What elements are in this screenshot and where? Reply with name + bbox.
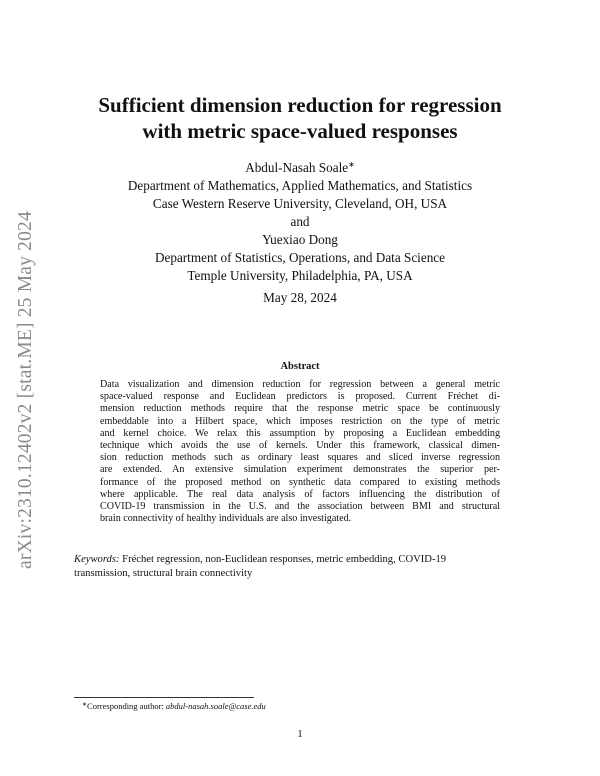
footnote-text: Corresponding author: (87, 701, 166, 711)
corresponding-author-footnote (82, 701, 266, 711)
corresponding-author-mark: ∗ (348, 160, 355, 169)
keywords-list-part-2: transmission, structural brain connectivity (74, 568, 253, 579)
abstract-line: Data visualization and dimension reduction for regression between a general metric (100, 379, 500, 390)
abstract-line: space-valued response and Euclidean predictors is proposed. Current Fréchet di- (100, 391, 500, 403)
footnote-divider (74, 697, 254, 698)
paper-title (60, 92, 540, 144)
abstract-line: sion reduction methods such as ordinary least squares and sliced inverse regression (100, 452, 500, 464)
abstract-line: mension reduction methods require that the response metric space be continuously (100, 403, 500, 415)
author-1 (60, 156, 540, 177)
arxiv-identifier-stamp (14, 200, 38, 580)
paper-date: May 28, 2024 (263, 290, 337, 305)
arxiv-identifier-text: arXiv:2310.12402v2 [stat.ME] 25 May 2024 (15, 211, 37, 569)
author-block (60, 156, 540, 285)
author-2-name: Yuexiao Dong (262, 232, 338, 247)
keywords-list-part-1: Fréchet regression, non-Euclidean responses, metric embedding, COVID-19 (122, 554, 447, 565)
abstract-line: formance of the proposed method on synthetic data compared to existing methods (100, 476, 500, 488)
abstract-line: and kernel choice. We relax this assumption by proposing a Euclidean embedding (100, 427, 500, 439)
abstract-line: are extended. An extensive simulation experiment demonstrates the superior per- (100, 464, 500, 476)
author-conjunction: and (290, 214, 310, 229)
affiliation-2-university: Temple University, Philadelphia, PA, USA (187, 268, 413, 283)
abstract-body (100, 379, 500, 525)
title-line-2: with metric space-valued responses (142, 119, 458, 143)
affiliation-2-department: Department of Statistics, Operations, and Data Science (154, 250, 446, 265)
abstract-line: where applicable. The real data analysis of factors influencing the distribution of (100, 488, 500, 500)
abstract-line: brain connectivity of healthy individuals are also investigated. (100, 513, 352, 525)
keywords-line-1 (74, 553, 526, 567)
author-1-name: Abdul-Nasah Soale (245, 160, 349, 175)
title-line-1: Sufficient dimension reduction for regression (98, 93, 502, 117)
abstract-line: technique which avoids the use of kernels. Under this framework, classical dimen- (100, 440, 500, 452)
affiliation-1-department: Department of Mathematics, Applied Mathematics, and Statistics (127, 178, 473, 193)
page-number: 1 (297, 728, 303, 740)
footnote-mark: ∗ (82, 702, 88, 708)
abstract-heading: Abstract (280, 361, 320, 372)
abstract-line: COVID-19 transmission in the U.S. and the association between BMI and structural (100, 501, 500, 513)
corresponding-author-email[interactable]: abdul-nasah.soale@case.edu (165, 701, 266, 711)
keywords-block (74, 553, 526, 581)
keywords-label: Keywords: (74, 554, 120, 565)
abstract-line: embeddable into a Hilbert space, which imposes restriction on the type of metric (100, 415, 500, 427)
affiliation-1-university: Case Western Reserve University, Cleveland, OH, USA (152, 196, 448, 211)
